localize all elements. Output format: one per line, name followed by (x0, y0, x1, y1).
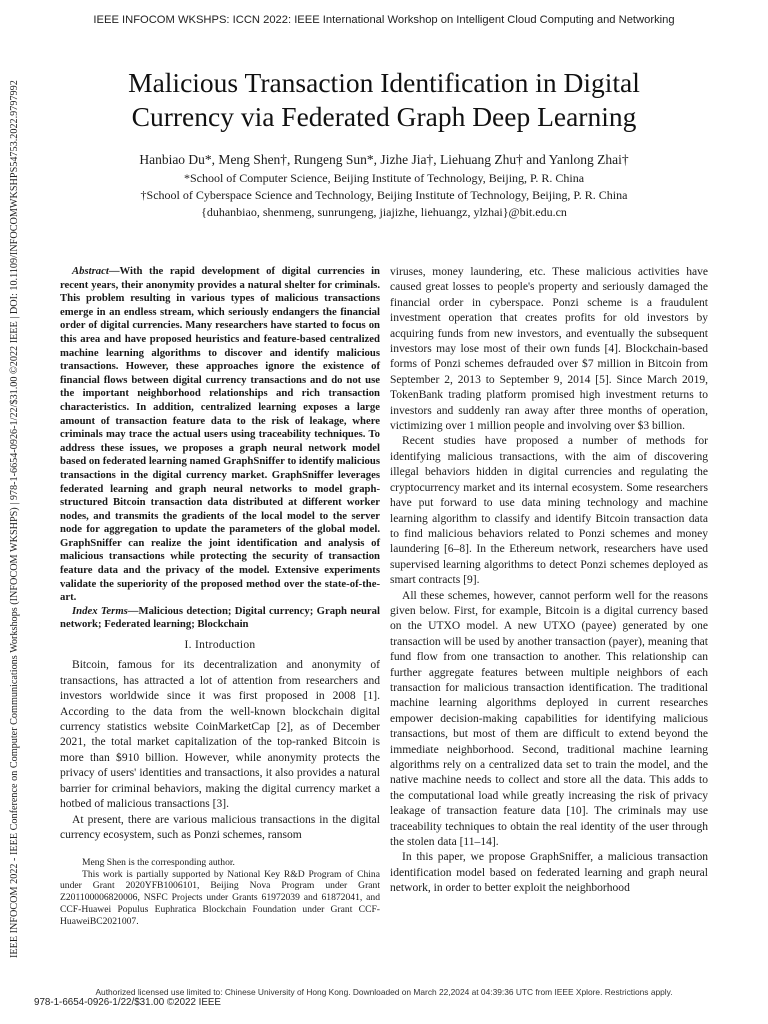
side-margin-citation: IEEE INFOCOM 2022 - IEEE Conference on Computer Communications Workshops (INFOCOM WKSHPS) | 978-1-6654-0926-1/22/$31.00 ©2022 IEEE | DOI: 10.1109/INFOCOMWKSHPS54753.2022.9797992 (9, 80, 20, 958)
section-heading-introduction: I. Introduction (184, 639, 256, 652)
footnotes (60, 857, 380, 927)
footnote-corresponding: Meng Shen is the corresponding author. (82, 857, 235, 868)
abstract-label: Abstract (72, 265, 109, 277)
paper-title (40, 66, 728, 134)
title-line-2: Currency via Federated Graph Deep Learning (131, 101, 637, 132)
affiliation-1: *School of Computer Science, Beijing Institute of Technology, Beijing, P. R. China (183, 171, 585, 185)
right-column (390, 265, 708, 897)
author-list: Hanbiao Du*, Meng Shen†, Rungeng Sun*, Jizhe Jia†, Liehuang Zhu† and Yanlong Zhai† (139, 152, 629, 167)
conference-header: IEEE INFOCOM WKSHPS: ICCN 2022: IEEE International Workshop on Intelligent Cloud Computing and Networking (93, 14, 675, 26)
index-terms-text: —Malicious detection; Digital currency; Graph neural network; Federated learning; Blockchain (60, 604, 380, 631)
left-column (60, 265, 380, 843)
index-terms (60, 605, 380, 632)
affiliation-2: †School of Cyberspace Science and Technology, Beijing Institute of Technology, Beijing, P. R. China (140, 188, 628, 202)
abstract-text: —With the rapid development of digital currencies in recent years, their anonymity provides a natural shelter for criminals. This problem resulting in various types of malicious transactions emerge in an endless stream, which seriously endangers the financial order of digital currencies. Many researchers have started to focus on this area and have proposed heuristics and feature-based centralized machine learning algorithms to discover and identify malicious transactions. However, these approaches ignore the existence of financial flows between digital currency transactions and do not use the important neighborhood relationships and rich transaction characteristics. In addition, centralized learning exposes a large amount of transaction feature data to the risk of leakage, where criminals may trace the actual users using traceability techniques. To address these issues, we proposes a graph neural network model based on federated learning named GraphSniffer to identify malicious transactions in the digital currency market. GraphSniffer leverages federated learning and graph neural networks to model graph-structured Bitcoin transaction data distributed at different worker nodes, and transmits the gradients of the local model to the server node for aggregation to update the parameters of the global model. GraphSniffer can realize the joint identification and analysis of malicious transactions while protecting the security of transaction feature data and the privacy of the model. Extensive experiments validate the superiority of the proposed method over the state-of-the-art. (60, 265, 380, 604)
author-emails: {duhanbiao, shenmeng, sunrungeng, jiajizhe, liehuangz, ylzhai}@bit.edu.cn (201, 205, 567, 219)
right-paragraph-2: Recent studies have proposed a number of methods for identifying malicious transactions, with the aim of discovering illegal behaviors hidden in digital currencies and regulating the cryptocurrency market and its internal ecosystem. Some researchers have put forward to use data mining technology and machine learning algorithm to classify and identify Bitcoin transaction data to find malicious behaviors related to Ponzi schemes and money laundering [6–8]. In the Ethereum network, researchers have used supervised learning algorithms to detect Ponzi schemes deployed as smart contracts [9]. (390, 435, 708, 587)
right-paragraph-3: All these schemes, however, cannot perform well for the reasons given below. First, for example, Bitcoin is a digital currency based on the UTXO model. A new UTXO (payee) generated by one transaction will be used by another transaction (payer), meaning that fund flow from one transaction to another. This relationship can further aggregate features between multiple neighbors of each transaction for malicious transaction identification. The traditional machine learning algorithms deployed in current researches empower decision-making capabilities for identifying malicious transactions, but most of them are difficult to extend beyond the immediate neighborhood. Second, traditional machine learning algorithms rely on a centralized data set to train the model, and the native machine needs to collect and store all the data. This adds to the computational load while greatly increasing the risk of privacy leakage of transaction feature data [10]. The criminals may use traceability techniques to obtain the real identity of the user through the stolen data [11–14]. (390, 589, 708, 849)
intro-paragraph-1: Bitcoin, famous for its decentralization and anonymity of transactions, has attracted a lot of attention from researchers and investors worldwide since it was first proposed in 2008 [1]. According to the data from the well-known blockchain digital currency statistics website CoinMarketCap [2], as of December 2021, the total market capitalization of the top-ranked Bitcoin is more than $910 billion. However, while anonymity protects the privacy of users' identities and transactions, it also provides a natural barrier for criminal behaviors, making the digital currency market a hotbed of malicious transactions [3]. (60, 659, 380, 811)
isbn-footer: 978-1-6654-0926-1/22/$31.00 ©2022 IEEE (34, 997, 221, 1008)
footnote-funding: This work is partially supported by National Key R&D Program of China under Grant 2020YFB1006101, Beijing Nova Program under Grant Z201100006820006, NSFC Projects under Grants 61972039 and 61872041, and CCF-Huawei Populus Euphratica Blockchain Foundation under Grant CCF-HuaweiBC2021007. (60, 868, 380, 927)
right-paragraph-4: In this paper, we propose GraphSniffer, a malicious transaction identification model based on federated learning and graph neural network, in order to better exploit the neighborhood (390, 851, 708, 895)
abstract (60, 265, 380, 605)
index-terms-label: Index Terms (72, 604, 128, 617)
license-footer: Authorized licensed use limited to: Chinese University of Hong Kong. Downloaded on March 22,2024 at 04:39:36 UTC from IEEE Xplore. Restrictions apply. (95, 987, 673, 997)
title-line-1: Malicious Transaction Identification in Digital (128, 67, 640, 98)
intro-paragraph-2: At present, there are various malicious transactions in the digital currency ecosystem, such as Ponzi schemes, ransom (60, 813, 380, 841)
right-paragraph-1: viruses, money laundering, etc. These malicious activities have caused great losses to people's property and seriously damaged the financial order in cyberspace. Ponzi scheme is a fraudulent investment operation that creates profits for old investors by acquiring funds from new investors, and eventually the subsequent investors may lose most of their own funds [4]. Blockchain-based forms of Ponzi schemes defrauded over $7 million in Bitcoin from September 2, 2013 to September 9, 2014 [5]. Since March 2019, TokenBank trading platform promised high investment returns to investors and suddenly ran away after three months of operation, victimizing over 1 million people and involving over $3 billion. (390, 266, 708, 433)
